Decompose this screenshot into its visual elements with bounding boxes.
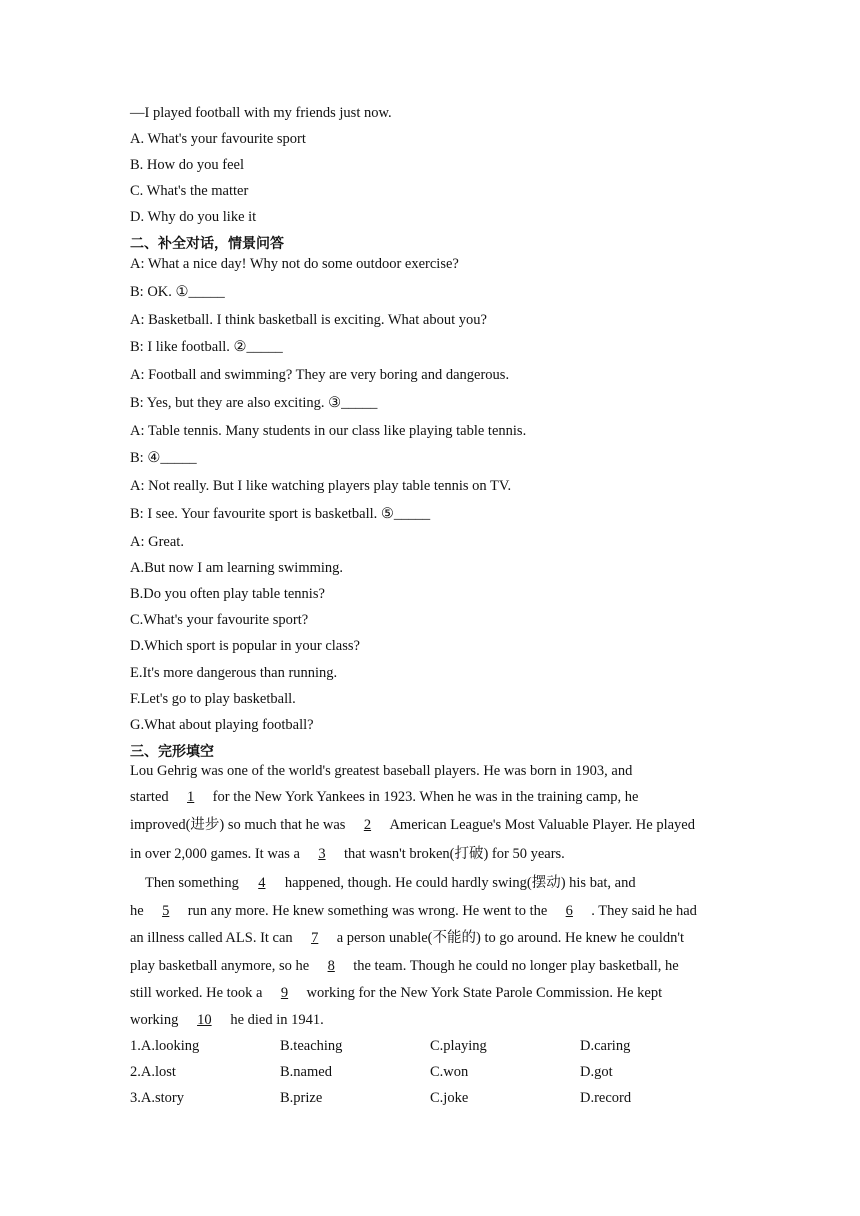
option-b: B. How do you feel	[130, 157, 244, 173]
dialogue-line: B: OK. ①_____	[130, 284, 225, 300]
dialogue-line: B: Yes, but they are also exciting. ③_____	[130, 395, 378, 411]
blank-2[interactable]: 2	[363, 817, 372, 833]
dialog-reply: —I played football with my friends just now.	[130, 105, 392, 121]
dialogue-line: B: I see. Your favourite sport is basketball. ⑤_____	[130, 506, 431, 522]
passage-line	[130, 816, 695, 834]
question-2-option-b: B.named	[280, 1064, 332, 1080]
choice-item: A.But now I am learning swimming.	[130, 560, 344, 576]
question-2-option-d: D.got	[580, 1064, 613, 1080]
passage-text: in over 2,000 games. It was a	[130, 846, 300, 862]
passage-text: . They said he had	[591, 903, 697, 919]
dialogue-line: A: Table tennis. Many students in our class like playing table tennis.	[130, 423, 527, 439]
blank-8[interactable]: 8	[327, 958, 335, 974]
passage-text: improved(进步) so much that he was	[130, 817, 346, 833]
passage-line	[130, 788, 638, 806]
option-a: A. What's your favourite sport	[130, 131, 306, 147]
passage-text: working for the New York State Parole Commission. He kept	[306, 985, 663, 1001]
passage-text: happened, though. He could hardly swing(摆动) his bat, and	[284, 875, 636, 891]
passage-text: that wasn't broken(打破) for 50 years.	[343, 846, 565, 862]
passage-line	[130, 984, 662, 1002]
passage-text: still worked. He took a	[130, 985, 263, 1001]
passage-text: started	[130, 789, 169, 805]
question-1-option-a: 1.A.looking	[130, 1038, 200, 1054]
question-3-option-a: 3.A.story	[130, 1090, 184, 1106]
option-d: D. Why do you like it	[130, 209, 257, 225]
passage-text: a person unable(不能的) to go around. He knew he couldn't	[336, 930, 684, 946]
passage-text: an illness called ALS. It can	[130, 930, 293, 946]
passage-line	[130, 1011, 324, 1029]
choice-item: C.What's your favourite sport?	[130, 612, 309, 628]
passage-line	[130, 929, 684, 947]
question-2-option-c: C.won	[430, 1064, 469, 1080]
blank-5[interactable]: 5	[162, 903, 170, 919]
question-3-option-c: C.joke	[430, 1090, 469, 1106]
passage-line	[130, 902, 697, 920]
dialogue-line: B: ④_____	[130, 450, 197, 466]
question-1-option-c: C.playing	[430, 1038, 487, 1054]
passage-text: play basketball anymore, so he	[130, 958, 310, 974]
dialogue-line: A: Great.	[130, 534, 184, 550]
passage-text: he died in 1941.	[230, 1012, 324, 1028]
passage-line	[130, 957, 679, 975]
choice-item: B.Do you often play table tennis?	[130, 586, 325, 602]
blank-3[interactable]: 3	[318, 846, 326, 862]
question-2-option-a: 2.A.lost	[130, 1064, 176, 1080]
section3-heading: 三、完形填空	[130, 744, 214, 760]
dialogue-line: A: Basketball. I think basketball is exciting. What about you?	[130, 312, 487, 328]
passage-line	[145, 874, 636, 892]
passage-text: for the New York Yankees in 1923. When he was in the training camp, he	[212, 789, 639, 805]
option-c: C. What's the matter	[130, 183, 249, 199]
blank-1[interactable]: 1	[187, 789, 195, 805]
passage-text: working	[130, 1012, 179, 1028]
passage-text: the team. Though he could no longer play basketball, he	[353, 958, 679, 974]
passage-line: Lou Gehrig was one of the world's greatest baseball players. He was born in 1903, and	[130, 763, 633, 779]
question-1-option-b: B.teaching	[280, 1038, 343, 1054]
passage-text: he	[130, 903, 144, 919]
dialogue-line: B: I like football. ②_____	[130, 339, 283, 355]
question-3-option-d: D.record	[580, 1090, 632, 1106]
blank-4[interactable]: 4	[258, 875, 266, 891]
choice-item: F.Let's go to play basketball.	[130, 691, 296, 707]
choice-item: D.Which sport is popular in your class?	[130, 638, 360, 654]
blank-6[interactable]: 6	[565, 903, 573, 919]
dialogue-line: A: What a nice day! Why not do some outdoor exercise?	[130, 256, 459, 272]
question-3-option-b: B.prize	[280, 1090, 323, 1106]
blank-7[interactable]: 7	[311, 930, 319, 946]
section2-heading: 二、补全对话，情景问答	[130, 236, 284, 252]
question-1-option-d: D.caring	[580, 1038, 631, 1054]
passage-text: American League's Most Valuable Player. He played	[389, 817, 695, 833]
blank-10[interactable]: 10	[197, 1012, 212, 1028]
dialogue-line: A: Not really. But I like watching players play table tennis on TV.	[130, 478, 512, 494]
passage-text: Then something	[145, 875, 239, 891]
choice-item: E.It's more dangerous than running.	[130, 665, 338, 681]
choice-item: G.What about playing football?	[130, 717, 314, 733]
blank-9[interactable]: 9	[280, 985, 289, 1001]
passage-text: run any more. He knew something was wrong. He went to the	[187, 903, 548, 919]
dialogue-line: A: Football and swimming? They are very boring and dangerous.	[130, 367, 510, 383]
passage-line	[130, 845, 565, 863]
